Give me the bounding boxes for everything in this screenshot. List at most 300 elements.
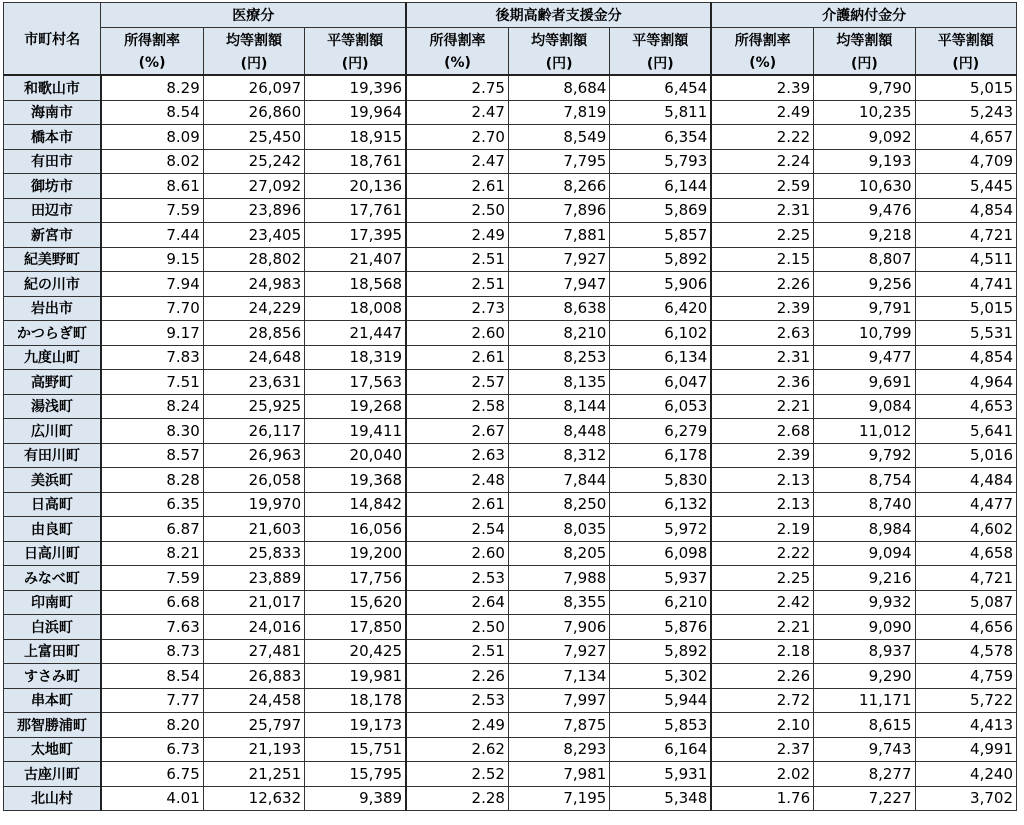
elderly-per-capita-cell: 7,195 xyxy=(508,786,609,811)
care-per-household-cell: 4,658 xyxy=(915,541,1016,566)
care-per-household-cell: 4,413 xyxy=(915,713,1016,738)
unit-label-yen: (円) xyxy=(508,51,609,75)
table-row xyxy=(4,786,1017,811)
care-per-household-cell: 5,015 xyxy=(915,75,1016,100)
medical-per-capita-cell: 21,251 xyxy=(203,762,304,787)
elderly-per-capita-cell: 7,981 xyxy=(508,762,609,787)
group-header-medical: 医療分 xyxy=(101,3,406,28)
care-income-rate-cell: 2.21 xyxy=(711,615,813,640)
elderly-income-rate-cell: 2.67 xyxy=(406,419,508,444)
elderly-per-capita-cell: 7,819 xyxy=(508,100,609,125)
care-per-capita-cell: 9,216 xyxy=(814,566,915,591)
care-per-household-cell: 4,741 xyxy=(915,272,1016,297)
medical-per-capita-cell: 19,970 xyxy=(203,492,304,517)
care-income-rate-cell: 2.37 xyxy=(711,737,813,762)
table-row xyxy=(4,639,1017,664)
care-per-capita-cell: 9,193 xyxy=(814,149,915,174)
municipality-name: 北山村 xyxy=(4,786,101,811)
care-per-household-cell: 4,240 xyxy=(915,762,1016,787)
care-per-household-cell: 4,854 xyxy=(915,345,1016,370)
care-per-household-cell: 3,702 xyxy=(915,786,1016,811)
care-per-capita-cell: 9,790 xyxy=(814,75,915,100)
care-per-household-cell: 4,484 xyxy=(915,468,1016,493)
medical-income-rate-cell: 7.94 xyxy=(101,272,203,297)
elderly-per-household-cell: 6,354 xyxy=(610,125,711,150)
medical-income-rate-cell: 8.54 xyxy=(101,664,203,689)
care-per-capita-cell: 9,290 xyxy=(814,664,915,689)
medical-per-capita-cell: 12,632 xyxy=(203,786,304,811)
elderly-per-capita-cell: 8,312 xyxy=(508,443,609,468)
care-income-rate-cell: 2.19 xyxy=(711,517,813,542)
elderly-income-rate-cell: 2.28 xyxy=(406,786,508,811)
table-header xyxy=(4,3,1017,76)
municipality-name: 印南町 xyxy=(4,590,101,615)
table-row xyxy=(4,541,1017,566)
medical-income-rate-cell: 6.75 xyxy=(101,762,203,787)
care-per-capita-cell: 9,691 xyxy=(814,370,915,395)
care-income-rate-cell: 2.68 xyxy=(711,419,813,444)
unit-label-percent: (%) xyxy=(711,51,813,75)
elderly-per-capita-cell: 8,549 xyxy=(508,125,609,150)
medical-per-capita-cell: 23,631 xyxy=(203,370,304,395)
municipality-name: 広川町 xyxy=(4,419,101,444)
elderly-income-rate-cell: 2.47 xyxy=(406,100,508,125)
medical-per-household-cell: 19,268 xyxy=(305,394,406,419)
municipality-name: 九度山町 xyxy=(4,345,101,370)
medical-per-capita-cell: 26,097 xyxy=(203,75,304,100)
medical-per-household-cell: 17,756 xyxy=(305,566,406,591)
care-per-household-cell: 5,016 xyxy=(915,443,1016,468)
table-row xyxy=(4,247,1017,272)
elderly-per-capita-cell: 8,250 xyxy=(508,492,609,517)
elderly-per-capita-cell: 7,997 xyxy=(508,688,609,713)
care-income-rate-cell: 2.63 xyxy=(711,321,813,346)
care-per-household-cell: 4,991 xyxy=(915,737,1016,762)
medical-per-household-cell: 19,396 xyxy=(305,75,406,100)
elderly-per-household-cell: 5,931 xyxy=(610,762,711,787)
elderly-per-household-cell: 6,134 xyxy=(610,345,711,370)
care-per-capita-cell: 9,094 xyxy=(814,541,915,566)
elderly-per-capita-cell: 8,210 xyxy=(508,321,609,346)
municipality-name: 有田川町 xyxy=(4,443,101,468)
medical-per-household-cell: 19,981 xyxy=(305,664,406,689)
elderly-income-rate-cell: 2.51 xyxy=(406,272,508,297)
elderly-income-rate-cell: 2.70 xyxy=(406,125,508,150)
municipality-name: 海南市 xyxy=(4,100,101,125)
medical-income-rate-cell: 7.44 xyxy=(101,223,203,248)
municipality-name: 有田市 xyxy=(4,149,101,174)
care-per-household-cell: 4,709 xyxy=(915,149,1016,174)
elderly-income-rate-cell: 2.49 xyxy=(406,713,508,738)
medical-per-household-cell: 18,178 xyxy=(305,688,406,713)
elderly-income-rate-cell: 2.63 xyxy=(406,443,508,468)
elderly-income-rate-cell: 2.51 xyxy=(406,639,508,664)
medical-per-household-cell: 18,915 xyxy=(305,125,406,150)
medical-income-rate-cell: 8.29 xyxy=(101,75,203,100)
care-income-rate-cell: 2.02 xyxy=(711,762,813,787)
care-per-capita-cell: 8,615 xyxy=(814,713,915,738)
elderly-income-rate-cell: 2.58 xyxy=(406,394,508,419)
medical-per-capita-cell: 28,856 xyxy=(203,321,304,346)
medical-per-capita-cell: 26,883 xyxy=(203,664,304,689)
unit-label-yen: (円) xyxy=(203,51,304,75)
medical-per-capita-cell: 26,058 xyxy=(203,468,304,493)
medical-per-capita-cell: 25,450 xyxy=(203,125,304,150)
care-per-household-cell: 5,531 xyxy=(915,321,1016,346)
medical-per-capita-cell: 21,193 xyxy=(203,737,304,762)
elderly-per-capita-cell: 7,875 xyxy=(508,713,609,738)
care-per-household-cell: 5,015 xyxy=(915,296,1016,321)
elderly-per-household-cell: 6,047 xyxy=(610,370,711,395)
care-income-rate-cell: 2.59 xyxy=(711,174,813,199)
care-income-rate-cell: 2.31 xyxy=(711,198,813,223)
table-row xyxy=(4,468,1017,493)
medical-per-capita-cell: 28,802 xyxy=(203,247,304,272)
care-income-rate-cell: 2.49 xyxy=(711,100,813,125)
table-row xyxy=(4,419,1017,444)
care-income-rate-cell: 2.39 xyxy=(711,296,813,321)
elderly-income-rate-cell: 2.47 xyxy=(406,149,508,174)
elderly-per-household-cell: 5,857 xyxy=(610,223,711,248)
elderly-per-household-cell: 5,811 xyxy=(610,100,711,125)
elderly-per-household-cell: 6,144 xyxy=(610,174,711,199)
elderly-per-capita-cell: 8,253 xyxy=(508,345,609,370)
elderly-per-household-cell: 5,348 xyxy=(610,786,711,811)
municipality-name: 由良町 xyxy=(4,517,101,542)
medical-per-capita-cell: 21,603 xyxy=(203,517,304,542)
table-row xyxy=(4,125,1017,150)
elderly-per-capita-cell: 7,134 xyxy=(508,664,609,689)
municipality-name: 紀美野町 xyxy=(4,247,101,272)
elderly-income-rate-cell: 2.53 xyxy=(406,566,508,591)
care-per-capita-cell: 8,937 xyxy=(814,639,915,664)
care-per-capita-cell: 9,256 xyxy=(814,272,915,297)
care-per-household-cell: 4,854 xyxy=(915,198,1016,223)
care-income-rate-cell: 2.25 xyxy=(711,223,813,248)
municipality-name: 和歌山市 xyxy=(4,75,101,100)
elderly-per-capita-cell: 7,881 xyxy=(508,223,609,248)
care-per-household-cell: 4,964 xyxy=(915,370,1016,395)
elderly-per-capita-cell: 7,927 xyxy=(508,639,609,664)
municipality-name: 田辺市 xyxy=(4,198,101,223)
table-body xyxy=(4,75,1017,811)
medical-income-rate-cell: 8.30 xyxy=(101,419,203,444)
table-row xyxy=(4,737,1017,762)
table-row xyxy=(4,296,1017,321)
municipality-name: 岩出市 xyxy=(4,296,101,321)
elderly-per-household-cell: 6,210 xyxy=(610,590,711,615)
elderly-per-household-cell: 5,906 xyxy=(610,272,711,297)
elderly-per-capita-cell: 7,988 xyxy=(508,566,609,591)
table-row xyxy=(4,370,1017,395)
table-row xyxy=(4,100,1017,125)
elderly-per-household-cell: 5,937 xyxy=(610,566,711,591)
care-income-rate-cell: 2.26 xyxy=(711,664,813,689)
municipality-name: すさみ町 xyxy=(4,664,101,689)
care-per-capita-cell: 10,799 xyxy=(814,321,915,346)
care-income-rate-cell: 2.42 xyxy=(711,590,813,615)
elderly-per-household-cell: 5,892 xyxy=(610,639,711,664)
care-per-household-cell: 5,243 xyxy=(915,100,1016,125)
care-per-household-cell: 5,445 xyxy=(915,174,1016,199)
care-per-household-cell: 4,721 xyxy=(915,566,1016,591)
medical-per-household-cell: 17,563 xyxy=(305,370,406,395)
medical-per-capita-cell: 24,648 xyxy=(203,345,304,370)
table-row xyxy=(4,713,1017,738)
elderly-per-household-cell: 5,793 xyxy=(610,149,711,174)
care-per-household-cell: 4,602 xyxy=(915,517,1016,542)
medical-income-rate-cell: 7.83 xyxy=(101,345,203,370)
medical-income-rate-cell: 7.59 xyxy=(101,566,203,591)
care-income-rate-cell: 2.31 xyxy=(711,345,813,370)
table-row xyxy=(4,590,1017,615)
col-header-income-rate: 所得割率 xyxy=(406,28,508,52)
table-row xyxy=(4,664,1017,689)
table-row xyxy=(4,75,1017,100)
table-row xyxy=(4,443,1017,468)
medical-per-capita-cell: 26,963 xyxy=(203,443,304,468)
care-income-rate-cell: 2.72 xyxy=(711,688,813,713)
elderly-income-rate-cell: 2.51 xyxy=(406,247,508,272)
elderly-per-household-cell: 6,178 xyxy=(610,443,711,468)
medical-income-rate-cell: 8.20 xyxy=(101,713,203,738)
medical-per-capita-cell: 24,229 xyxy=(203,296,304,321)
elderly-per-household-cell: 6,053 xyxy=(610,394,711,419)
elderly-per-household-cell: 5,944 xyxy=(610,688,711,713)
medical-per-household-cell: 18,008 xyxy=(305,296,406,321)
elderly-per-capita-cell: 8,355 xyxy=(508,590,609,615)
care-income-rate-cell: 2.39 xyxy=(711,443,813,468)
municipality-name: みなべ町 xyxy=(4,566,101,591)
elderly-per-capita-cell: 8,205 xyxy=(508,541,609,566)
col-header-per-household: 平等割額 xyxy=(610,28,711,52)
care-per-household-cell: 4,656 xyxy=(915,615,1016,640)
tax-rate-table xyxy=(3,2,1017,811)
elderly-income-rate-cell: 2.61 xyxy=(406,174,508,199)
elderly-per-household-cell: 5,972 xyxy=(610,517,711,542)
elderly-per-capita-cell: 7,947 xyxy=(508,272,609,297)
care-per-household-cell: 5,641 xyxy=(915,419,1016,444)
care-per-capita-cell: 8,984 xyxy=(814,517,915,542)
medical-per-capita-cell: 24,458 xyxy=(203,688,304,713)
medical-per-capita-cell: 25,242 xyxy=(203,149,304,174)
medical-per-household-cell: 17,761 xyxy=(305,198,406,223)
care-per-household-cell: 4,477 xyxy=(915,492,1016,517)
table-row xyxy=(4,615,1017,640)
medical-per-household-cell: 9,389 xyxy=(305,786,406,811)
medical-income-rate-cell: 8.73 xyxy=(101,639,203,664)
elderly-per-capita-cell: 8,266 xyxy=(508,174,609,199)
medical-per-capita-cell: 27,481 xyxy=(203,639,304,664)
municipality-name: 高野町 xyxy=(4,370,101,395)
medical-per-capita-cell: 26,117 xyxy=(203,419,304,444)
municipality-name: 上富田町 xyxy=(4,639,101,664)
care-per-capita-cell: 8,740 xyxy=(814,492,915,517)
table-row xyxy=(4,394,1017,419)
elderly-income-rate-cell: 2.52 xyxy=(406,762,508,787)
municipality-name: 湯浅町 xyxy=(4,394,101,419)
care-per-capita-cell: 9,476 xyxy=(814,198,915,223)
elderly-per-household-cell: 5,830 xyxy=(610,468,711,493)
care-per-capita-cell: 11,012 xyxy=(814,419,915,444)
medical-income-rate-cell: 9.15 xyxy=(101,247,203,272)
care-per-household-cell: 4,759 xyxy=(915,664,1016,689)
care-income-rate-cell: 2.15 xyxy=(711,247,813,272)
medical-per-household-cell: 16,056 xyxy=(305,517,406,542)
care-income-rate-cell: 2.39 xyxy=(711,75,813,100)
table-row xyxy=(4,149,1017,174)
municipality-name: 御坊市 xyxy=(4,174,101,199)
medical-income-rate-cell: 4.01 xyxy=(101,786,203,811)
municipality-name: 日高川町 xyxy=(4,541,101,566)
medical-per-household-cell: 17,395 xyxy=(305,223,406,248)
care-per-household-cell: 4,653 xyxy=(915,394,1016,419)
municipality-name: 新宮市 xyxy=(4,223,101,248)
care-per-capita-cell: 9,791 xyxy=(814,296,915,321)
medical-per-capita-cell: 21,017 xyxy=(203,590,304,615)
elderly-income-rate-cell: 2.57 xyxy=(406,370,508,395)
medical-per-household-cell: 17,850 xyxy=(305,615,406,640)
medical-income-rate-cell: 7.63 xyxy=(101,615,203,640)
care-income-rate-cell: 2.36 xyxy=(711,370,813,395)
group-header-elderly-support: 後期高齢者支援金分 xyxy=(406,3,711,28)
medical-per-household-cell: 19,200 xyxy=(305,541,406,566)
care-per-capita-cell: 9,792 xyxy=(814,443,915,468)
care-per-household-cell: 5,087 xyxy=(915,590,1016,615)
col-header-per-capita: 均等割額 xyxy=(203,28,304,52)
medical-per-household-cell: 19,964 xyxy=(305,100,406,125)
medical-income-rate-cell: 8.61 xyxy=(101,174,203,199)
medical-income-rate-cell: 8.02 xyxy=(101,149,203,174)
care-per-capita-cell: 11,171 xyxy=(814,688,915,713)
medical-income-rate-cell: 6.73 xyxy=(101,737,203,762)
care-per-household-cell: 4,657 xyxy=(915,125,1016,150)
municipality-name: 美浜町 xyxy=(4,468,101,493)
care-per-capita-cell: 8,807 xyxy=(814,247,915,272)
municipality-name: 白浜町 xyxy=(4,615,101,640)
medical-income-rate-cell: 9.17 xyxy=(101,321,203,346)
elderly-income-rate-cell: 2.62 xyxy=(406,737,508,762)
medical-per-household-cell: 15,795 xyxy=(305,762,406,787)
elderly-per-capita-cell: 8,144 xyxy=(508,394,609,419)
elderly-per-household-cell: 6,420 xyxy=(610,296,711,321)
medical-income-rate-cell: 8.54 xyxy=(101,100,203,125)
care-income-rate-cell: 2.10 xyxy=(711,713,813,738)
municipality-name: 日高町 xyxy=(4,492,101,517)
elderly-income-rate-cell: 2.53 xyxy=(406,688,508,713)
elderly-income-rate-cell: 2.48 xyxy=(406,468,508,493)
elderly-income-rate-cell: 2.75 xyxy=(406,75,508,100)
elderly-per-capita-cell: 7,927 xyxy=(508,247,609,272)
municipality-header: 市町村名 xyxy=(4,3,101,76)
medical-per-household-cell: 18,568 xyxy=(305,272,406,297)
care-per-household-cell: 4,511 xyxy=(915,247,1016,272)
care-per-capita-cell: 9,092 xyxy=(814,125,915,150)
care-income-rate-cell: 2.18 xyxy=(711,639,813,664)
elderly-per-capita-cell: 7,795 xyxy=(508,149,609,174)
table-row xyxy=(4,272,1017,297)
elderly-per-household-cell: 5,853 xyxy=(610,713,711,738)
table-row xyxy=(4,321,1017,346)
elderly-income-rate-cell: 2.49 xyxy=(406,223,508,248)
municipality-name: かつらぎ町 xyxy=(4,321,101,346)
col-header-income-rate: 所得割率 xyxy=(101,28,203,52)
col-header-per-household: 平等割額 xyxy=(305,28,406,52)
care-per-household-cell: 5,722 xyxy=(915,688,1016,713)
medical-per-household-cell: 21,407 xyxy=(305,247,406,272)
table-row xyxy=(4,492,1017,517)
medical-per-household-cell: 19,173 xyxy=(305,713,406,738)
care-per-household-cell: 4,721 xyxy=(915,223,1016,248)
col-header-per-household: 平等割額 xyxy=(915,28,1016,52)
elderly-per-capita-cell: 8,684 xyxy=(508,75,609,100)
unit-label-yen: (円) xyxy=(610,51,711,75)
table-row xyxy=(4,345,1017,370)
unit-label-percent: (%) xyxy=(406,51,508,75)
medical-per-household-cell: 15,751 xyxy=(305,737,406,762)
care-per-capita-cell: 9,090 xyxy=(814,615,915,640)
elderly-per-household-cell: 6,132 xyxy=(610,492,711,517)
medical-per-household-cell: 19,368 xyxy=(305,468,406,493)
elderly-per-household-cell: 6,279 xyxy=(610,419,711,444)
medical-income-rate-cell: 6.68 xyxy=(101,590,203,615)
municipality-name: 古座川町 xyxy=(4,762,101,787)
medical-per-capita-cell: 25,797 xyxy=(203,713,304,738)
col-header-per-capita: 均等割額 xyxy=(508,28,609,52)
elderly-per-capita-cell: 8,638 xyxy=(508,296,609,321)
care-per-capita-cell: 7,227 xyxy=(814,786,915,811)
medical-per-household-cell: 15,620 xyxy=(305,590,406,615)
care-per-capita-cell: 9,743 xyxy=(814,737,915,762)
table-row xyxy=(4,688,1017,713)
table-row xyxy=(4,517,1017,542)
municipality-name: 串本町 xyxy=(4,688,101,713)
elderly-per-household-cell: 5,876 xyxy=(610,615,711,640)
elderly-income-rate-cell: 2.61 xyxy=(406,345,508,370)
elderly-per-household-cell: 6,164 xyxy=(610,737,711,762)
medical-income-rate-cell: 8.09 xyxy=(101,125,203,150)
medical-per-household-cell: 21,447 xyxy=(305,321,406,346)
elderly-income-rate-cell: 2.61 xyxy=(406,492,508,517)
care-income-rate-cell: 1.76 xyxy=(711,786,813,811)
elderly-per-capita-cell: 8,135 xyxy=(508,370,609,395)
medical-income-rate-cell: 8.28 xyxy=(101,468,203,493)
unit-label-yen: (円) xyxy=(305,51,406,75)
unit-label-percent: (%) xyxy=(101,51,203,75)
medical-income-rate-cell: 8.21 xyxy=(101,541,203,566)
medical-per-household-cell: 18,319 xyxy=(305,345,406,370)
medical-per-capita-cell: 23,896 xyxy=(203,198,304,223)
group-header-nursing-care: 介護納付金分 xyxy=(711,3,1016,28)
elderly-income-rate-cell: 2.26 xyxy=(406,664,508,689)
care-per-capita-cell: 9,218 xyxy=(814,223,915,248)
care-per-household-cell: 4,578 xyxy=(915,639,1016,664)
col-header-per-capita: 均等割額 xyxy=(814,28,915,52)
medical-per-capita-cell: 23,889 xyxy=(203,566,304,591)
medical-per-capita-cell: 27,092 xyxy=(203,174,304,199)
municipality-name: 紀の川市 xyxy=(4,272,101,297)
medical-per-household-cell: 14,842 xyxy=(305,492,406,517)
medical-per-capita-cell: 23,405 xyxy=(203,223,304,248)
medical-income-rate-cell: 8.57 xyxy=(101,443,203,468)
medical-income-rate-cell: 6.87 xyxy=(101,517,203,542)
care-per-capita-cell: 8,754 xyxy=(814,468,915,493)
elderly-per-capita-cell: 7,906 xyxy=(508,615,609,640)
col-header-income-rate: 所得割率 xyxy=(711,28,813,52)
table-row xyxy=(4,223,1017,248)
elderly-income-rate-cell: 2.60 xyxy=(406,541,508,566)
table-row xyxy=(4,566,1017,591)
